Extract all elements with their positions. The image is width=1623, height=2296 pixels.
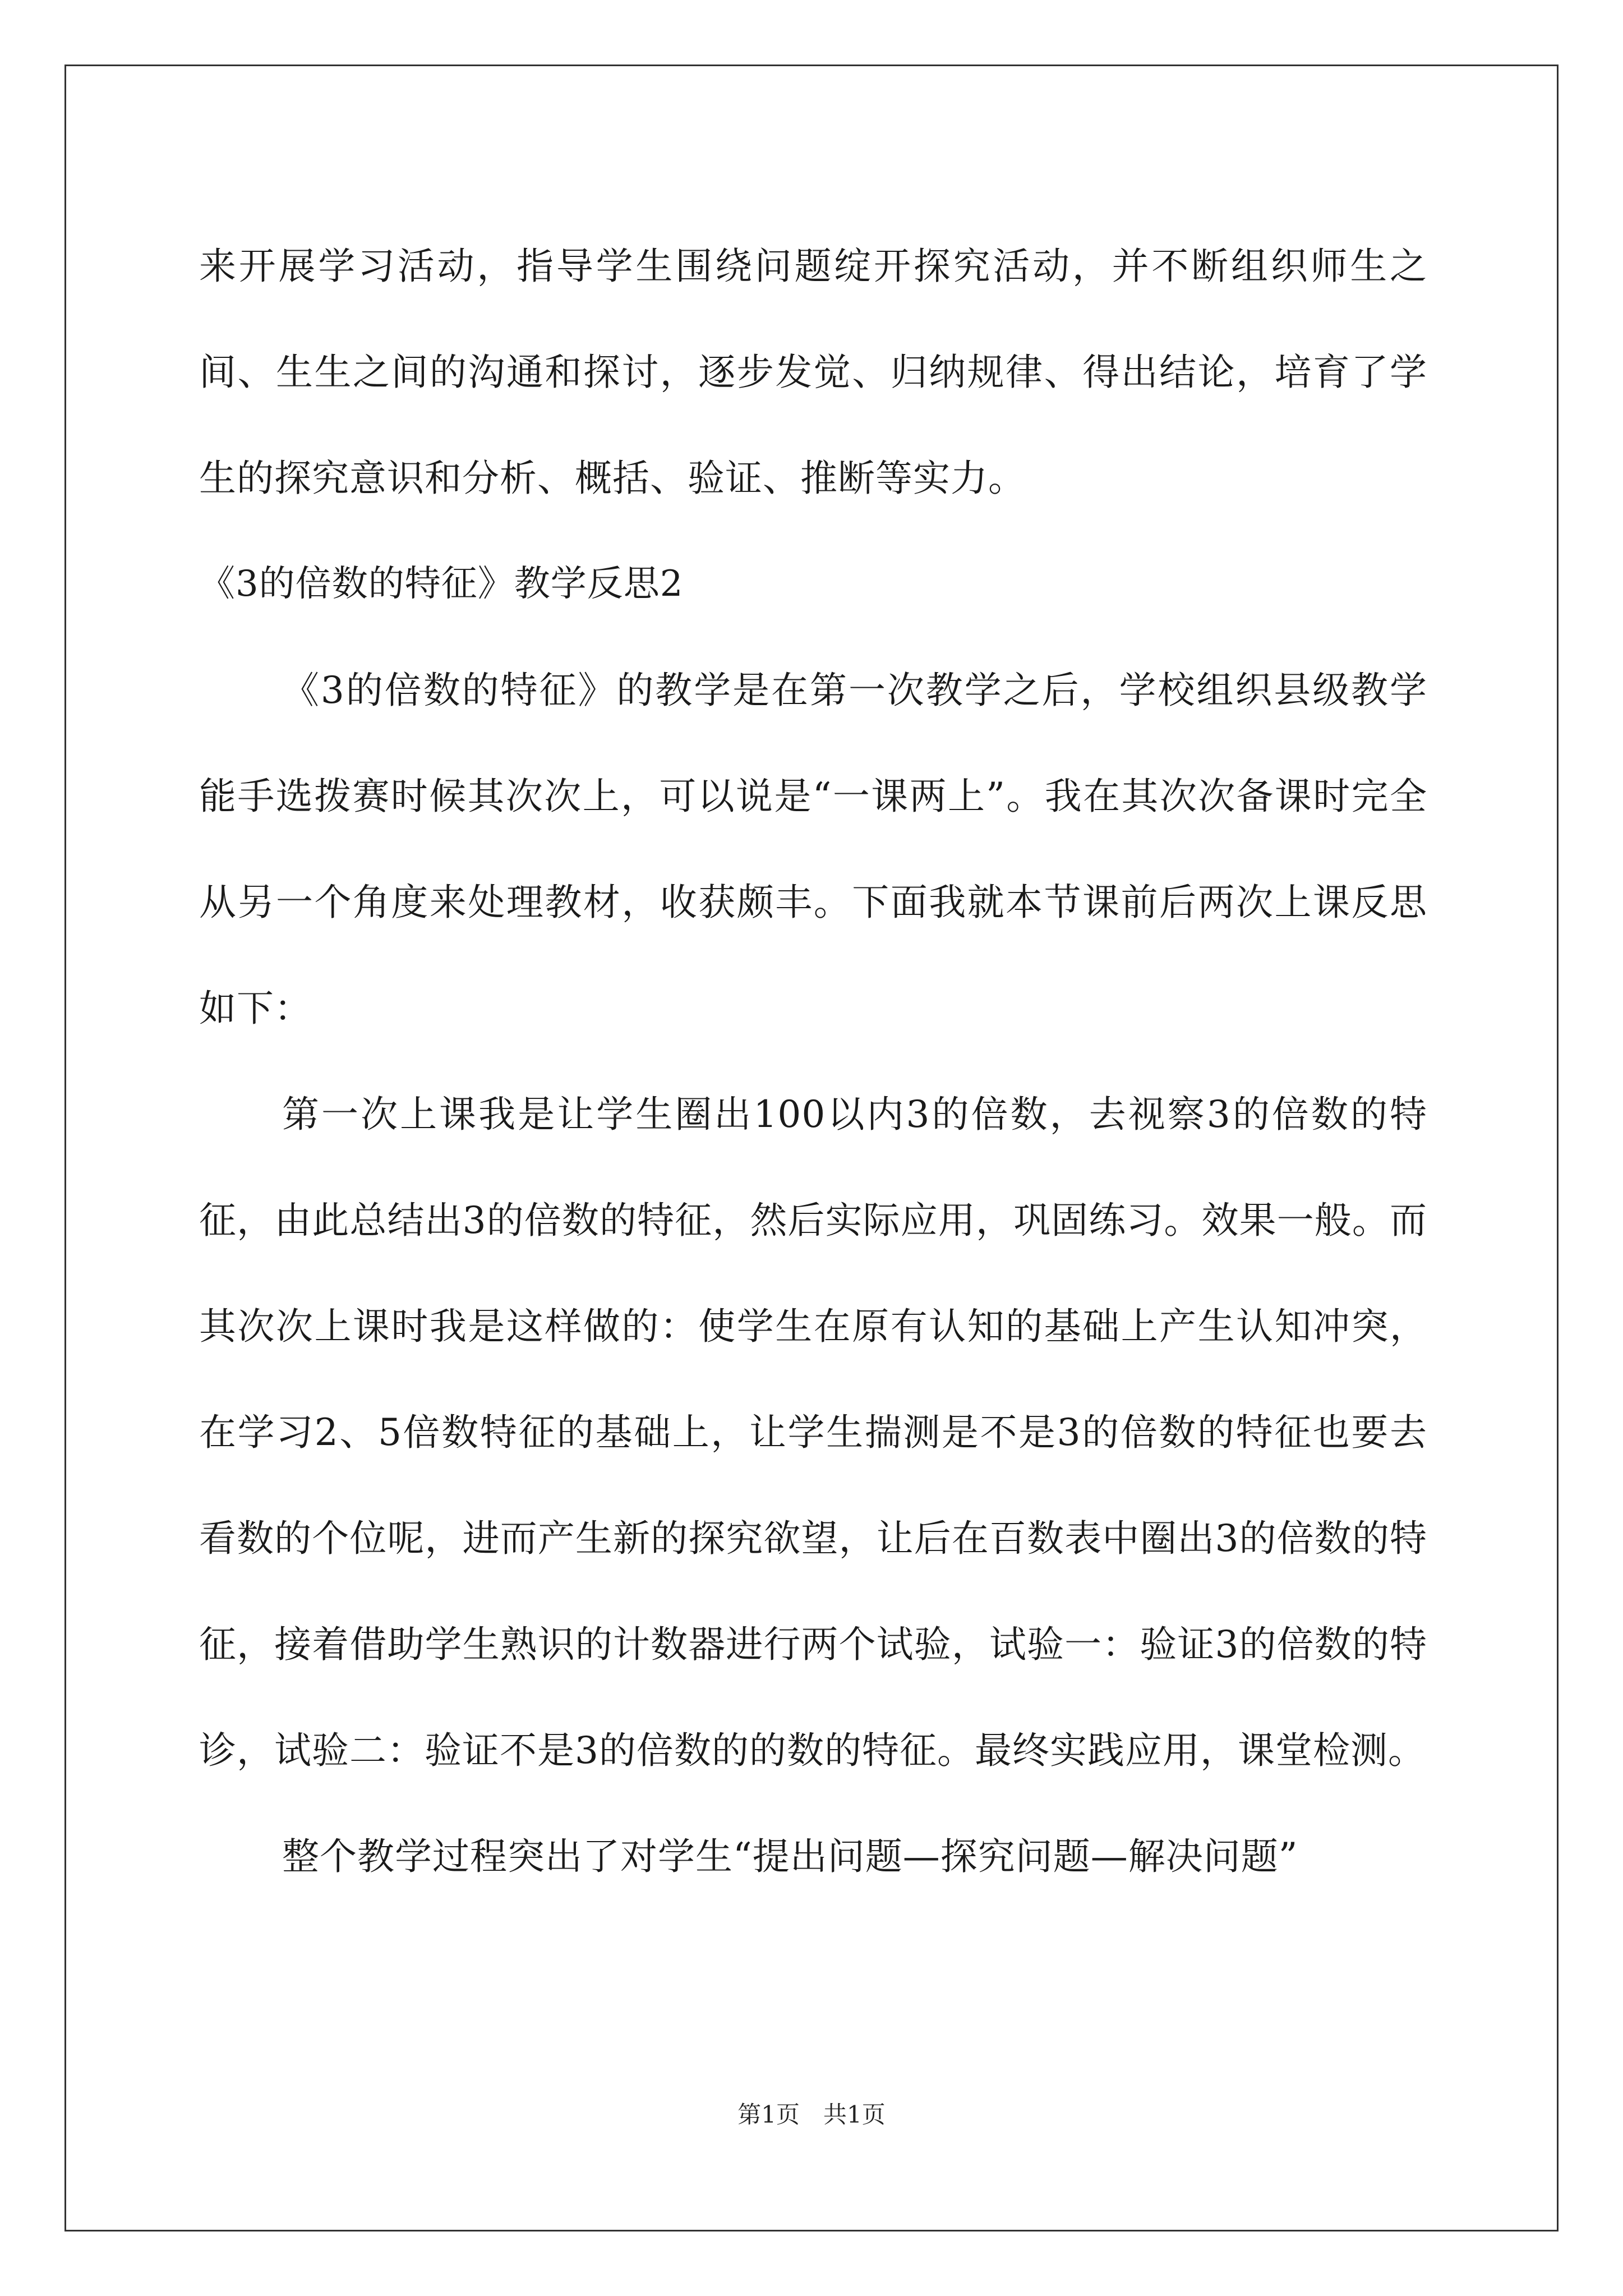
- document-body: [199, 213, 1427, 1910]
- page-number-footer: 第1页 共1页: [737, 2101, 886, 2128]
- paragraph-continuation: 来开展学习活动，指导学生围绕问题绽开探究活动，并不断组织师生之间、生生之间的沟通和探讨，逐步发觉、归纳规律、得出结论，培育了学生的探究意识和分析、概括、验证、推断等实力。: [199, 245, 1427, 500]
- paragraph-intro: 《3的倍数的特征》的教学是在第一次教学之后，学校组织县级教学能手选拨赛时候其次次上，可以说是“一课两上”。我在其次次备课时完全从另一个角度来处理教材，收获颇丰。下面我就本节课前后两次上课反思如下：: [199, 669, 1427, 1030]
- section-heading: 《3的倍数的特征》教学反思2: [199, 563, 684, 605]
- paragraph-summary: 整个教学过程突出了对学生“提出问题—探究问题—解决问题”: [282, 1835, 1298, 1878]
- paragraph-comparison: 第一次上课我是让学生圈出100以内3的倍数，去视察3的倍数的特征，由此总结出3的倍数的特征，然后实际应用，巩固练习。效果一般。而其次次上课时我是这样做的：使学生在原有认知的基础上产生认知冲突，在学习2、5倍数特征的基础上，让学生揣测是不是3的倍数的特征也要去看数的个位呢，进而产生新的探究欲望，让后在百数表中圈出3的倍数的特征，接着借助学生熟识的计数器进行两个试验，试验一：验证3的倍数的特诊，试验二：验证不是3的倍数的的数的特征。最终实践应用，课堂检测。: [199, 1093, 1427, 1772]
